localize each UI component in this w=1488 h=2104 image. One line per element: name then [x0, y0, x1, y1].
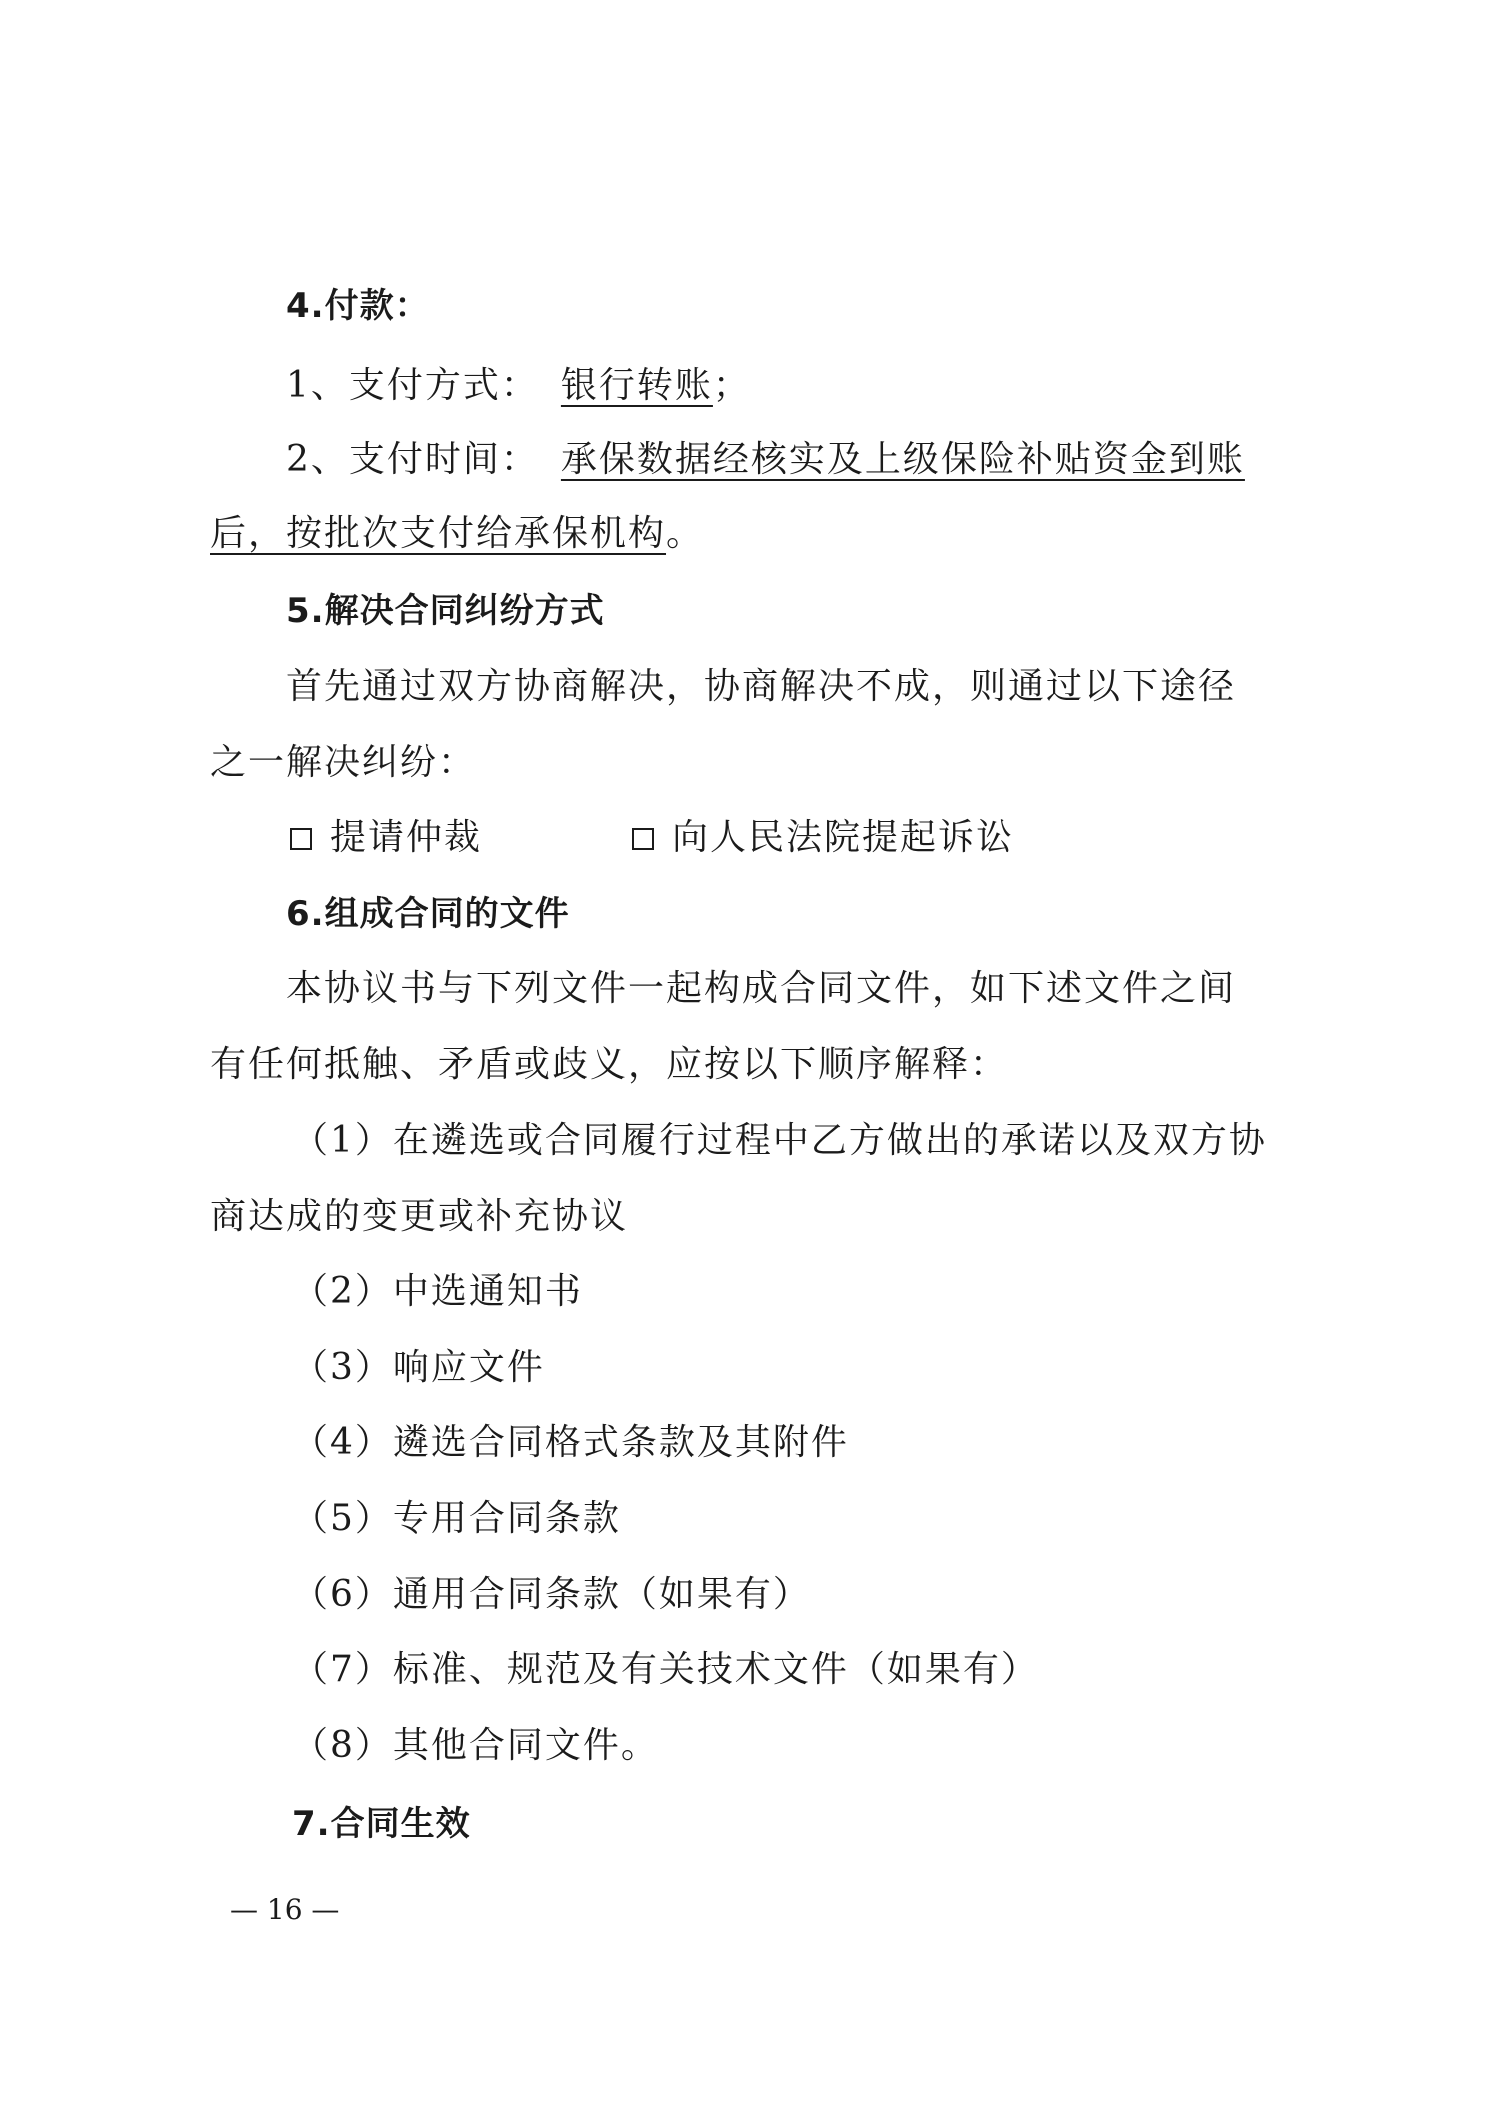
payment-time-value-1: 承保数据经核实及上级保险补贴资金到账 — [560, 439, 1245, 480]
payment-method-line — [286, 365, 751, 406]
page-number: — 16 — — [230, 1893, 340, 1926]
payment-method-value: 银行转账 — [560, 365, 713, 406]
payment-time-label: 2、支付时间： — [286, 439, 539, 480]
checkbox-icon — [290, 828, 312, 850]
dispute-options — [290, 817, 1015, 858]
documents-list-item: （5）专用合同条款 — [292, 1498, 621, 1539]
documents-item-1-line-2: 商达成的变更或补充协议 — [210, 1196, 629, 1237]
section-heading-effect: 7.合同生效 — [292, 1804, 471, 1844]
section-heading-payment: 4.付款： — [286, 286, 430, 326]
dispute-text-line-1: 首先通过双方协商解决，协商解决不成，则通过以下途径 — [286, 666, 1237, 707]
section-heading-dispute: 5.解决合同纠纷方式 — [286, 591, 605, 631]
payment-time-value-2: 后，按批次支付给承保机构 — [210, 513, 667, 554]
payment-method-end: ； — [712, 365, 751, 406]
dispute-text-line-2: 之一解决纠纷： — [210, 742, 477, 783]
payment-method-label: 1、支付方式： — [286, 365, 539, 406]
documents-list-item: （8）其他合同文件。 — [292, 1725, 659, 1766]
documents-list-item: （7）标准、规范及有关技术文件（如果有） — [292, 1649, 1039, 1690]
documents-intro-line-1: 本协议书与下列文件一起构成合同文件，如下述文件之间 — [286, 968, 1237, 1009]
documents-list-item: （6）通用合同条款（如果有） — [292, 1574, 811, 1615]
section-heading-documents: 6.组成合同的文件 — [286, 894, 570, 934]
payment-time-line-1 — [286, 439, 1245, 480]
payment-time-end: 。 — [666, 513, 705, 554]
checkbox-icon — [632, 828, 654, 850]
documents-item-1-line-1: （1）在遴选或合同履行过程中乙方做出的承诺以及双方协 — [292, 1120, 1267, 1161]
option-litigation: 向人民法院提起诉讼 — [632, 820, 1014, 856]
documents-list-item: （2）中选通知书 — [292, 1271, 583, 1312]
documents-list-item: （4）遴选合同格式条款及其附件 — [292, 1422, 849, 1463]
documents-intro-line-2: 有任何抵触、矛盾或歧义，应按以下顺序解释： — [210, 1044, 1009, 1085]
payment-time-line-2 — [210, 513, 705, 554]
documents-list-item: （3）响应文件 — [292, 1347, 545, 1388]
option-arbitration: 提请仲裁 — [290, 820, 482, 856]
